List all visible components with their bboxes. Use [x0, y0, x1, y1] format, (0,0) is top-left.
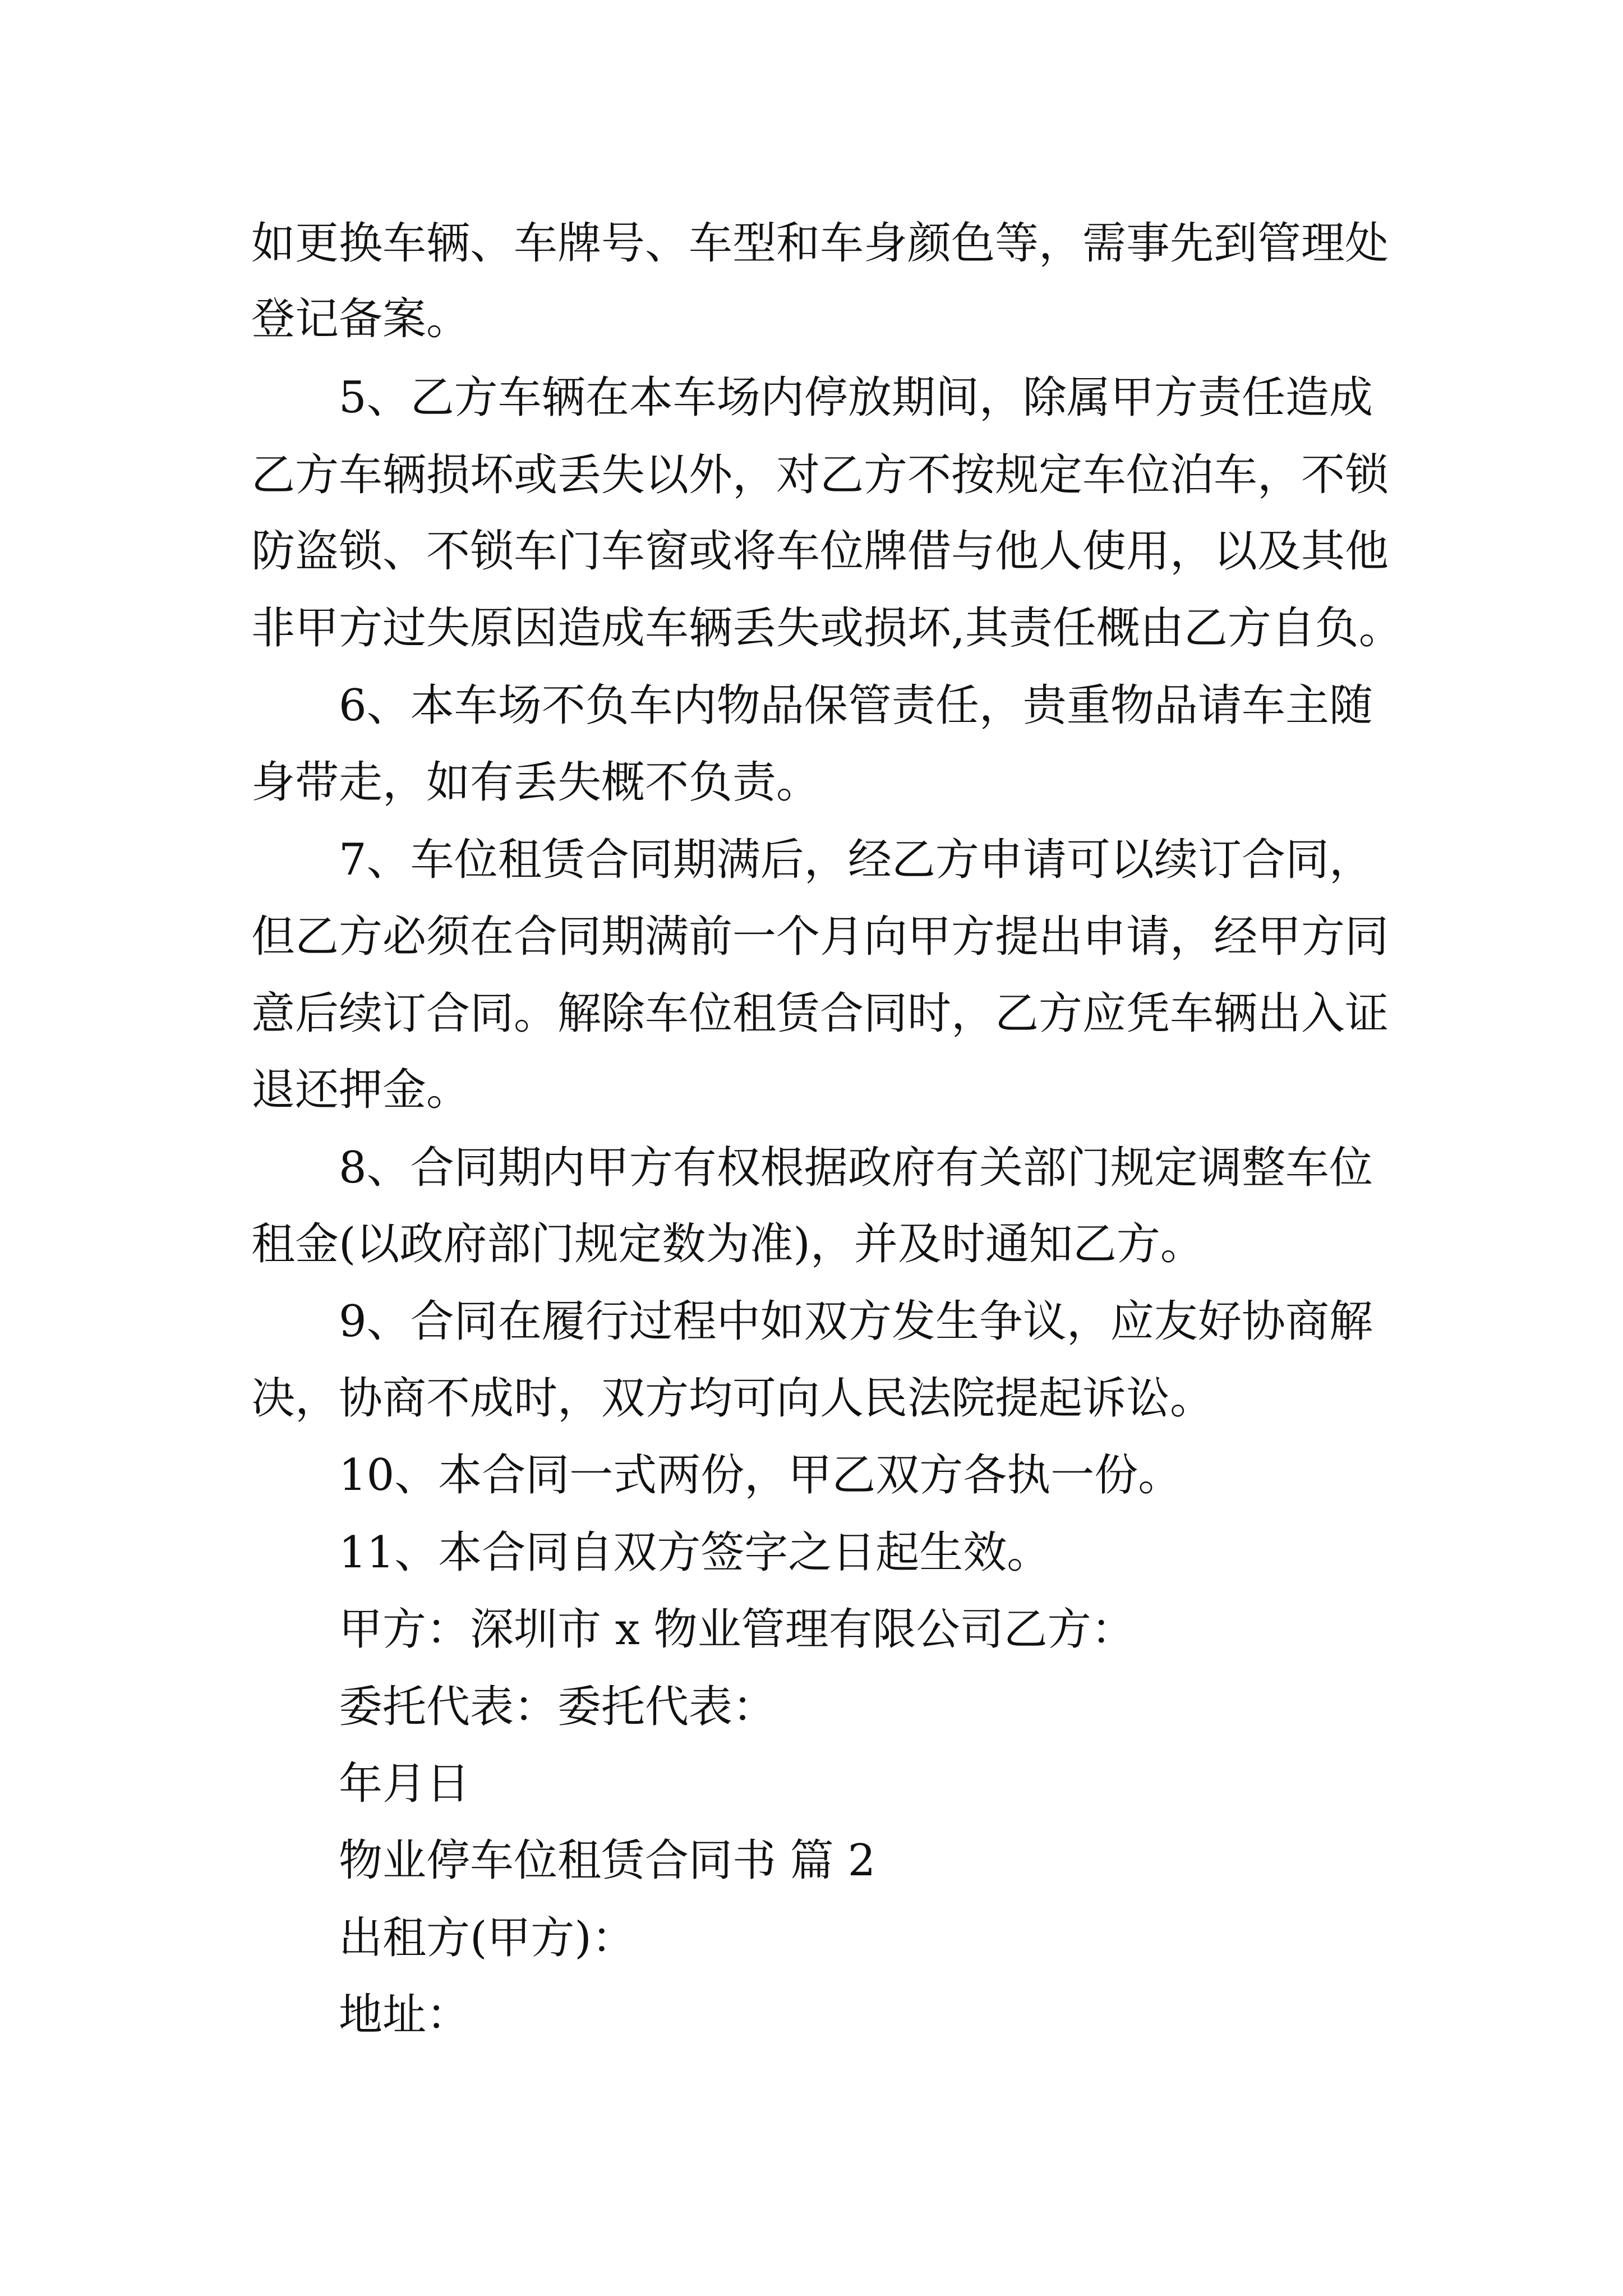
representative-line: 委托代表：委托代表： — [339, 1682, 777, 1732]
text-line: 决，协商不成时，双方均可向人民法院提起诉讼。 — [251, 1373, 1214, 1424]
party-a-signature-line: 甲方：深圳市 x 物业管理有限公司乙方： — [339, 1604, 1135, 1655]
text-line: 非甲方过失原因造成车辆丢失或损坏,其责任概由乙方自负。 — [251, 603, 1403, 654]
text-line: 如更换车辆、车牌号、车型和车身颜色等，需事先到管理处 — [251, 218, 1389, 269]
text-line: 防盗锁、不锁车门车窗或将车位牌借与他人使用，以及其他 — [251, 526, 1389, 577]
lessor-line: 出租方(甲方)： — [339, 1913, 635, 1963]
address-line: 地址： — [339, 1990, 471, 2040]
section-heading: 物业停车位租赁合同书 篇 2 — [339, 1835, 876, 1886]
clause-10-line: 10、本合同一式两份，甲乙双方各执一份。 — [339, 1450, 1182, 1501]
clause-8-line: 8、合同期内甲方有权根据政府有关部门规定调整车位 — [339, 1143, 1373, 1193]
clause-6-line: 6、本车场不负车内物品保管责任，贵重物品请车主随 — [339, 680, 1373, 731]
clause-11-line: 11、本合同自双方签字之日起生效。 — [339, 1527, 1051, 1578]
clause-5-line: 5、乙方车辆在本车场内停放期间，除属甲方责任造成 — [339, 372, 1373, 423]
clause-9-line: 9、合同在履行过程中如双方发生争议，应友好协商解 — [339, 1296, 1373, 1347]
text-line: 租金(以政府部门规定数为准)，并及时通知乙方。 — [251, 1219, 1204, 1269]
text-line: 身带走，如有丢失概不负责。 — [251, 757, 820, 808]
text-line: 退还押金。 — [251, 1065, 471, 1115]
text-line: 但乙方必须在合同期满前一个月向甲方提出申请，经甲方同 — [251, 912, 1389, 962]
text-line: 登记备案。 — [251, 294, 471, 344]
clause-7-line: 7、车位租赁合同期满后，经乙方申请可以续订合同， — [339, 835, 1373, 885]
text-line: 乙方车辆损坏或丢失以外，对乙方不按规定车位泊车，不锁 — [251, 450, 1389, 500]
date-line: 年月日 — [339, 1759, 471, 1809]
text-line: 意后续订合同。解除车位租赁合同时，乙方应凭车辆出入证 — [251, 988, 1389, 1039]
